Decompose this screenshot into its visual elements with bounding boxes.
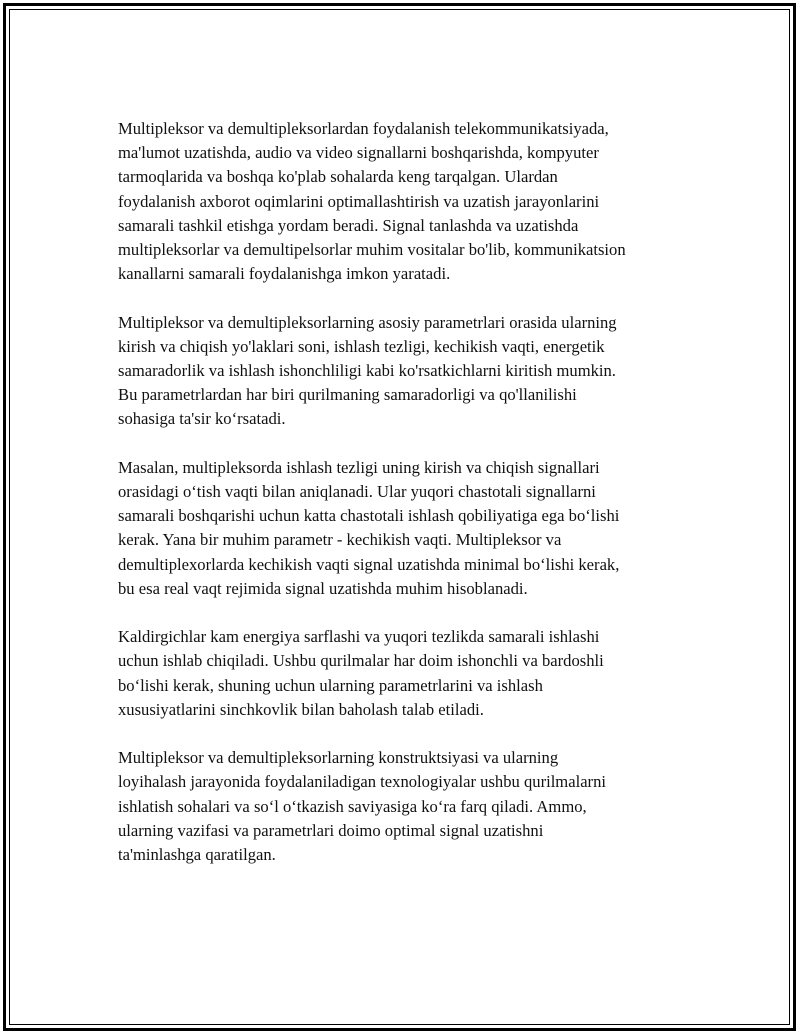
text-line: samaradorlik va ishlash ishonchliligi kabi ko'rsatkichlarni kiritish mumkin. [118,361,616,381]
text-line: ma'lumot uzatishda, audio va video signallarni boshqarishda, kompyuter [118,143,599,163]
paragraph-1 [118,117,693,286]
text-line: bo‘lishi kerak, shuning uchun ularning parametrlarini va ishlash [118,675,543,695]
text-line: ta'minlashga qaratilgan. [118,845,276,865]
text-line: kanallarni samarali foydalanishga imkon yaratadi. [118,264,451,284]
text-line: Masalan, multipleksorda ishlash tezligi uning kirish va chiqish signallari [118,457,600,477]
text-line: kirish va chiqish yo'laklari soni, ishlash tezligi, kechikish vaqti, energetik [118,336,605,356]
text-line: Multipleksor va demultipleksorlarning konstruktsiyasi va ularning [118,748,559,768]
text-line: tarmoqlarida va boshqa ko'plab sohalarda keng tarqalgan. Ulardan [118,167,558,187]
text-line: uchun ishlab chiqiladi. Ushbu qurilmalar har doim ishonchli va bardoshli [118,651,604,671]
text-line: ularning vazifasi va parametrlari doimo optimal signal uzatishni [118,820,544,840]
paragraph-4 [118,625,693,722]
text-line: xususiyatlarini sinchkovlik bilan baholash talab etiladi. [118,699,484,719]
text-line: demultiplexorlarda kechikish vaqti signal uzatishda minimal bo‘lishi kerak, [118,554,620,574]
text-line: Multipleksor va demultipleksorlarning asosiy parametrlari orasida ularning [118,312,617,332]
text-line: samarali tashkil etishga yordam beradi. Signal tanlashda va uzatishda [118,215,579,235]
text-line: samarali boshqarishi uchun katta chastotali ishlash qobiliyatiga ega bo‘lishi [118,506,620,526]
document-body [118,117,693,891]
text-line: bu esa real vaqt rejimida signal uzatishda muhim hisoblanadi. [118,578,528,598]
paragraph-2 [118,311,693,432]
text-line: ishlatish sohalari va so‘l o‘tkazish saviyasiga ko‘ra farq qiladi. Ammo, [118,796,587,816]
text-line: sohasiga ta'sir ko‘rsatadi. [118,409,286,429]
paragraph-5 [118,746,693,867]
text-line: kerak. Yana bir muhim parametr - kechikish vaqti. Multipleksor va [118,530,562,550]
text-line: multipleksorlar va demultipelsorlar muhim vositalar bo'lib, kommunikatsion [118,240,626,260]
text-line: Kaldirgichlar kam energiya sarflashi va yuqori tezlikda samarali ishlashi [118,627,600,647]
text-line: loyihalash jarayonida foydalaniladigan texnologiyalar ushbu qurilmalarni [118,772,606,792]
text-line: foydalanish axborot oqimlarini optimallashtirish va uzatish jarayonlarini [118,191,600,211]
paragraph-3 [118,456,693,601]
text-line: Multipleksor va demultipleksorlardan foydalanish telekommunikatsiyada, [118,119,609,138]
text-line: orasidagi o‘tish vaqti bilan aniqlanadi. Ular yuqori chastotali signallarni [118,482,596,502]
text-line: Bu parametrlardan har biri qurilmaning samaradorligi va qo'llanilishi [118,385,577,405]
